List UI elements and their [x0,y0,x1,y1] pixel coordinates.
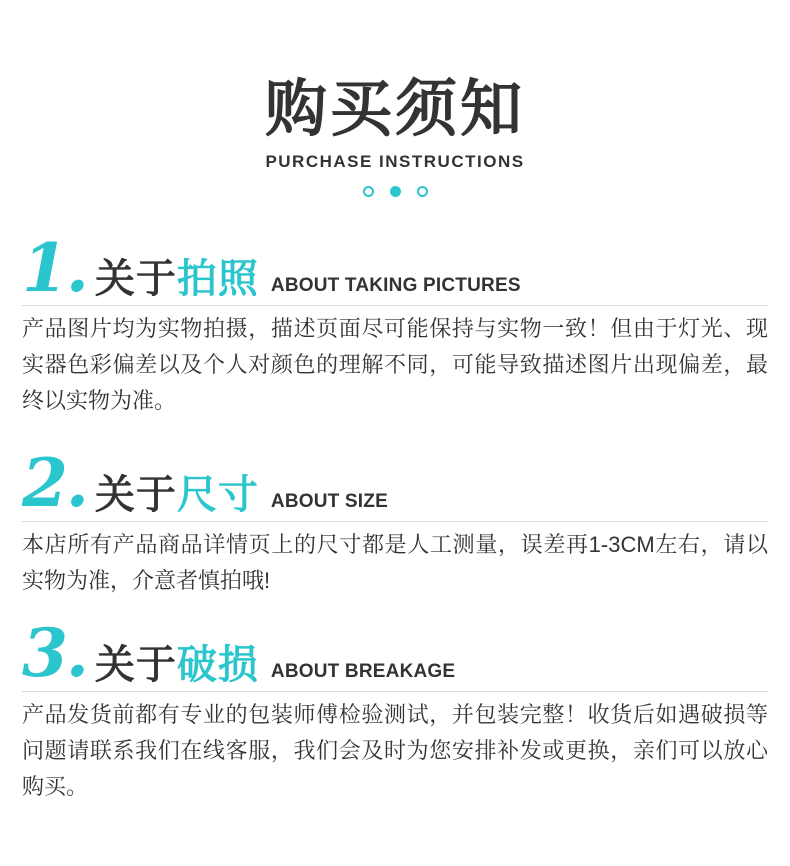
section-divider [22,691,768,692]
section-title-prefix: 关于 [94,257,177,302]
section-number: 2. [22,444,87,523]
section-body-text: 产品发货前都有专业的包装师傅检验测试，并包装完整！收货后如遇破损等问题请联系我们在线客服，我们会及时为您安排补发或更换，亲们可以放心购买。 [22,701,768,799]
section-title-cn [94,257,259,302]
section-divider [22,305,768,306]
section-title-cn [94,642,259,687]
section-title-highlight: 破损 [176,642,259,687]
section-title-highlight: 拍照 [176,257,259,302]
section-number: 1. [22,228,87,307]
panel-header [0,0,790,198]
section-heading [22,444,768,523]
carousel-dots [0,186,790,198]
section-title-prefix: 关于 [94,473,177,518]
section-title-en: ABOUT TAKING PICTURES [270,275,521,297]
section-about-size [22,444,768,599]
section-title-prefix: 关于 [94,642,177,687]
page-subtitle: PURCHASE INSTRUCTIONS [265,152,525,172]
section-title-en: ABOUT BREAKAGE [270,660,456,682]
section-about-breakage [22,614,768,805]
section-number: 3. [22,614,87,693]
section-heading [22,228,768,307]
section-heading [22,614,768,693]
section-divider [22,521,768,522]
section-about-taking-pictures [22,228,768,420]
carousel-dot [390,186,401,197]
page-title: 购买须知 [264,75,525,144]
section-title-cn [94,473,259,518]
section-title-highlight: 尺寸 [176,473,259,518]
section-body-text: 产品图片均为实物拍摄，描述页面尽可能保持与实物一致！但由于灯光、现实器色彩偏差以及个人对颜色的理解不同，可能导致描述图片出现偏差，最终以实物为准。 [22,316,768,414]
section-title-en: ABOUT SIZE [270,491,388,513]
section-body-text: 本店所有产品商品详情页上的尺寸都是人工测量，误差再1-3CM左右，请以实物为准，介意者慎拍哦! [22,532,768,594]
carousel-dot [417,186,428,197]
carousel-dot [363,186,374,197]
